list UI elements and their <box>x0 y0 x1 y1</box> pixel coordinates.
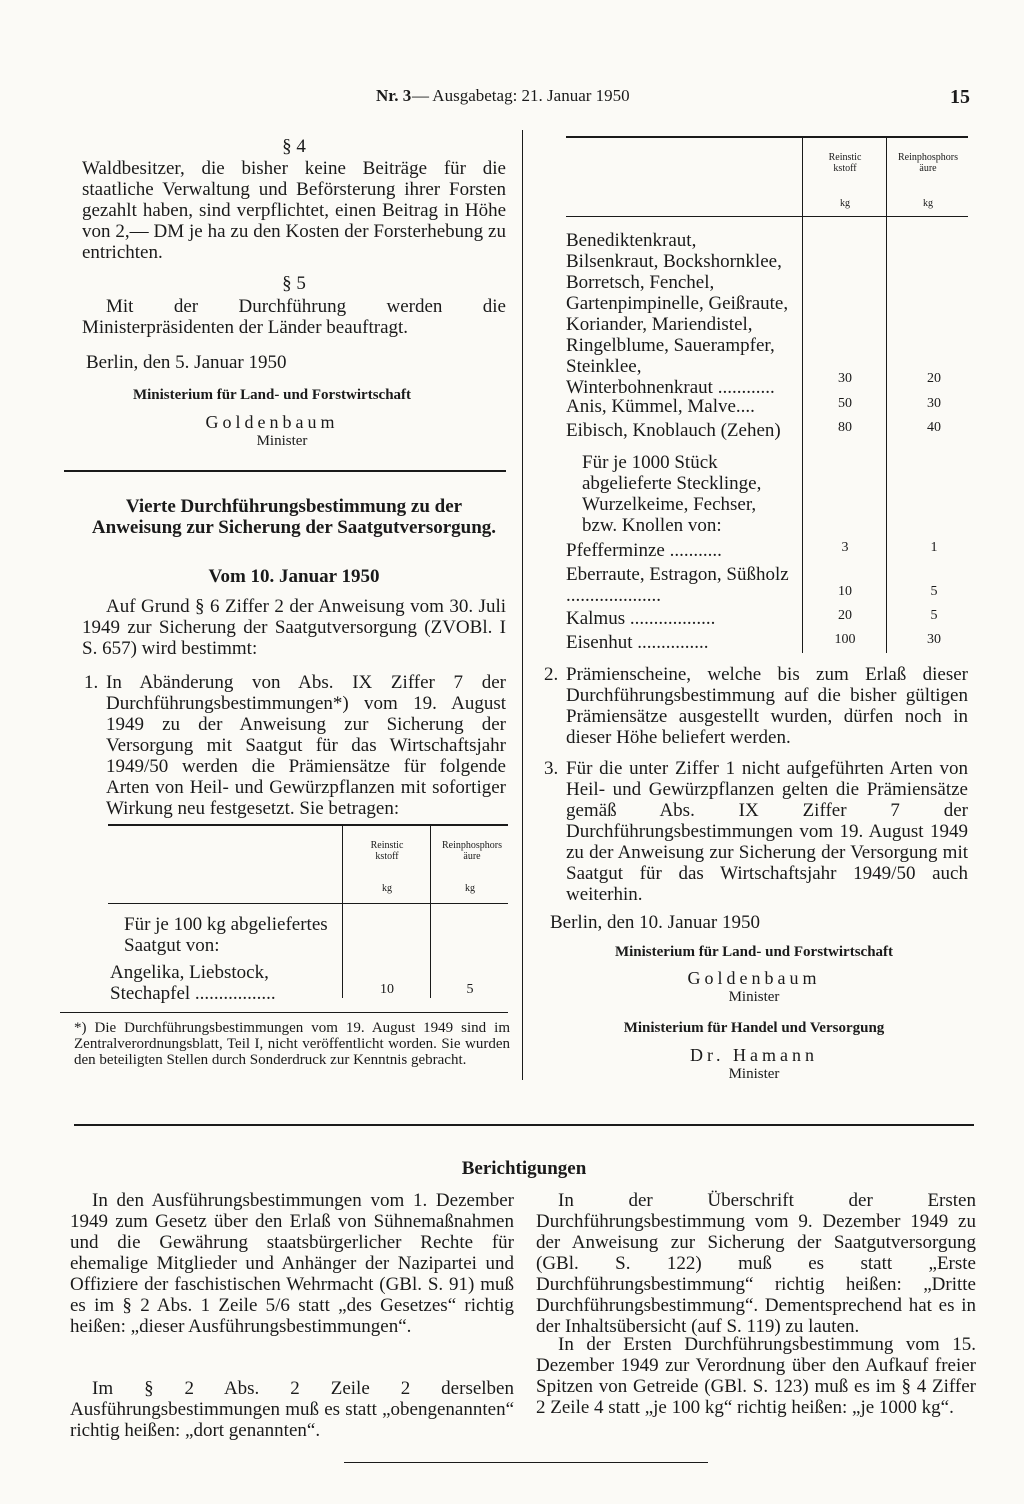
page-number: 15 <box>950 86 970 108</box>
right-table-header-rule <box>566 216 968 217</box>
left-table-col1-header: Reinstickstoff <box>370 840 404 862</box>
right-table-row-7-p: 30 <box>927 632 941 647</box>
left-table-value-p: 5 <box>466 982 474 997</box>
page-end-rule <box>344 1462 708 1463</box>
item-2-number: 2. <box>544 664 559 685</box>
left-table-col-divider-2 <box>430 826 431 998</box>
right-table-row-4-p: 1 <box>930 540 938 555</box>
right-table-row-6-p: 5 <box>930 608 938 623</box>
right-table-row-4-label: Pfefferminze ........... <box>566 540 722 561</box>
right-table-row-3-p: 40 <box>927 420 941 435</box>
right-ministry-2: Ministerium für Handel und Versorgung <box>623 1020 885 1036</box>
corrections-left-p1: In den Ausführungsbestimmungen vom 1. Dezember 1949 zum Gesetz über den Erlaß von Sühnemaßnahmen und die Gewährung staatsbürgerlicher Rechte für ehemalige Mitglieder und Anhänger der Nazipartei und Offiziere der faschistischen Wehrmacht (GBl. S. 91) muß es im § 2 Abs. 1 Zeile 5/6 statt „des Gesetzes“ richtig heißen: „dieser Ausführungsbestimmungen“. <box>70 1190 514 1337</box>
item-1-text: In Abänderung von Abs. IX Ziffer 7 der Durchführungsbestimmungen*) vom 19. August 1949 zu der Anweisung zur Sicherung der Versorgung mit Saatgut für das Wirtschaftsjahr 1949/50 werden die Prämiensätze für folgende Arten von Heil- und Gewürzpflanzen mit sofortiger Wirkung neu festgesetzt. Sie betragen: <box>106 672 506 819</box>
section-separator <box>64 470 506 472</box>
right-table-top-rule <box>566 136 968 138</box>
item-2-text: Prämienscheine, welche bis zum Erlaß dieser Durchführungsbestimmung auf die bisher gültigen Prämiensätze ausgestellt wurden, dürfen noch in dieser Höhe beliefert werden. <box>566 664 968 748</box>
corrections-title: Berichtigungen <box>461 1158 587 1179</box>
left-table-subhead: Für je 100 kg abgeliefertes Saatgut von: <box>124 914 328 956</box>
left-table-top-rule <box>108 824 508 826</box>
right-table-row-5-n: 10 <box>838 584 852 599</box>
right-signer-1: Goldenbaum <box>687 968 821 988</box>
right-table-subhead: Für je 1000 Stück abgelieferte Stecklinge, Wurzelkeime, Fechser, bzw. Knollen von: <box>582 452 762 536</box>
item-3-number: 3. <box>544 758 559 779</box>
right-table-row-5-p: 5 <box>930 584 938 599</box>
header-issue: Nr. 3 <box>376 86 412 105</box>
right-signer-2: Dr. Hamann <box>690 1045 818 1065</box>
item-3-text: Für die unter Ziffer 1 nicht aufgeführten Arten von Heil- und Gewürzpflanzen gelten die Prämiensätze gemäß Abs. IX Ziffer 7 der Durchführungsbestimmungen vom 19. August 1949 zu der Anweisung zur Sicherung der Versorgung mit Saatgut für das Wirtschaftsjahr 1949/50 auch weiterhin. <box>566 758 968 905</box>
right-table-row-6-n: 20 <box>838 608 852 623</box>
right-table-row-6-label: Kalmus .................. <box>566 608 716 629</box>
intro-text: Auf Grund § 6 Ziffer 2 der Anweisung vom 30. Juli 1949 zur Sicherung der Saatgutversorgung (ZVOBl. I S. 657) wird bestimmt: <box>82 596 506 659</box>
corrections-separator <box>74 1124 974 1126</box>
right-table-row-5-label: Eberraute, Estragon, Süßholz .................... <box>566 564 789 606</box>
right-table-row-1-label: Benediktenkraut, Bilsenkraut, Bockshornklee, Borretsch, Fenchel, Gartenpimpinelle, Geißraute, Koriander, Mariendistel, Ringelblume, Sauerampfer, Steinklee, Winterbohnenkraut ............ <box>566 230 789 398</box>
header-date: — Ausgabetag: 21. Januar 1950 <box>412 86 630 105</box>
right-table-row-3-label: Eibisch, Knoblauch (Zehen) <box>566 420 781 441</box>
section-5-text: Mit der Durchführung werden die Ministerpräsidenten der Länder beauftragt. <box>82 296 506 338</box>
right-table-row-2-label: Anis, Kümmel, Malve.... <box>566 396 755 417</box>
section-4-heading: § 4 <box>282 136 306 157</box>
right-table-row-4-n: 3 <box>841 540 849 555</box>
ordinance-date: Vom 10. Januar 1950 <box>208 566 380 587</box>
right-table-row-2-n: 50 <box>838 396 852 411</box>
right-table-row-2-p: 30 <box>927 396 941 411</box>
section-5-heading: § 5 <box>282 273 306 294</box>
footnote: *) Die Durchführungsbestimmungen vom 19. August 1949 sind im Zentralverordnungsblatt, Teil I, nicht veröffentlicht worden. Sie wurden den beteiligten Stellen durch Sonderdruck zur Kenntnis gebracht. <box>74 1020 510 1068</box>
left-table-value-n: 10 <box>380 982 394 997</box>
right-table-row-1-p: 20 <box>927 371 941 386</box>
corrections-right-p1: In der Überschrift der Ersten Durchführungsbestimmung vom 9. Dezember 1949 zu der Anweisung zur Sicherung der Saatgutversorgung (GBl. S. 122) muß es statt „Erste Durchführungsbestimmung“ richtig heißen: „Dritte Durchführungsbestimmung“. Dementsprechend hat es in der Inhaltsübersicht (auf S. 119) zu lauten. <box>536 1190 976 1337</box>
left-table-bottom-rule <box>60 1012 508 1013</box>
item-1-number: 1. <box>84 672 99 693</box>
right-table-row-7-n: 100 <box>834 632 856 647</box>
corrections-left-p2: Im § 2 Abs. 2 Zeile 2 derselben Ausführungsbestimmungen muß es statt „obengenannten“ richtig heißen: „dort genannten“. <box>70 1378 514 1441</box>
right-table-row-7-label: Eisenhut ............... <box>566 632 709 653</box>
signer-name: Goldenbaum <box>205 412 339 432</box>
left-table-header-rule <box>108 903 508 904</box>
left-table-col-divider-1 <box>342 826 343 998</box>
right-table-col1-unit: kg <box>840 198 850 209</box>
right-table-row-1-n: 30 <box>838 371 852 386</box>
column-divider <box>522 130 523 1080</box>
right-place-date: Berlin, den 10. Januar 1950 <box>550 912 761 933</box>
ordinance-heading: Vierte Durchführungsbestimmung zu der Anweisung zur Sicherung der Saatgutversorgung. <box>91 496 497 538</box>
right-signer-1-title: Minister <box>728 989 780 1005</box>
left-table-row-label: Angelika, Liebstock, Stechapfel ................. <box>110 962 276 1004</box>
right-table-col2-unit: kg <box>923 198 933 209</box>
signer-title: Minister <box>256 433 308 449</box>
left-table-col1-unit: kg <box>382 883 392 894</box>
right-ministry-1: Ministerium für Land- und Forstwirtschaft <box>614 944 894 960</box>
right-table-col1-header: Reinstickstoff <box>828 152 862 174</box>
right-signer-2-title: Minister <box>728 1066 780 1082</box>
section-4-text: Waldbesitzer, die bisher keine Beiträge für die staatliche Verwaltung und Beförsterung ihrer Forsten gezahlt haben, sind verpflichtet, einen Beitrag in Höhe von 2,— DM je ha zu den Kosten der Forsterhebung zu entrichten. <box>82 158 506 263</box>
left-table-col2-unit: kg <box>465 883 475 894</box>
left-table-col2-header: Reinphosphorsäure <box>442 840 502 862</box>
right-table-row-3-n: 80 <box>838 420 852 435</box>
corrections-right-p2: In der Ersten Durchführungsbestimmung vom 15. Dezember 1949 zur Verordnung über den Aufkauf freier Spitzen von Getreide (GBl. S. 123) muß es im § 4 Ziffer 2 Zeile 4 statt „je 100 kg“ richtig heißen: „je 1000 kg“. <box>536 1334 976 1418</box>
place-date: Berlin, den 5. Januar 1950 <box>86 352 287 373</box>
right-table-col2-header: Reinphosphorsäure <box>898 152 958 174</box>
ministry-name: Ministerium für Land- und Forstwirtschaft <box>132 387 412 403</box>
